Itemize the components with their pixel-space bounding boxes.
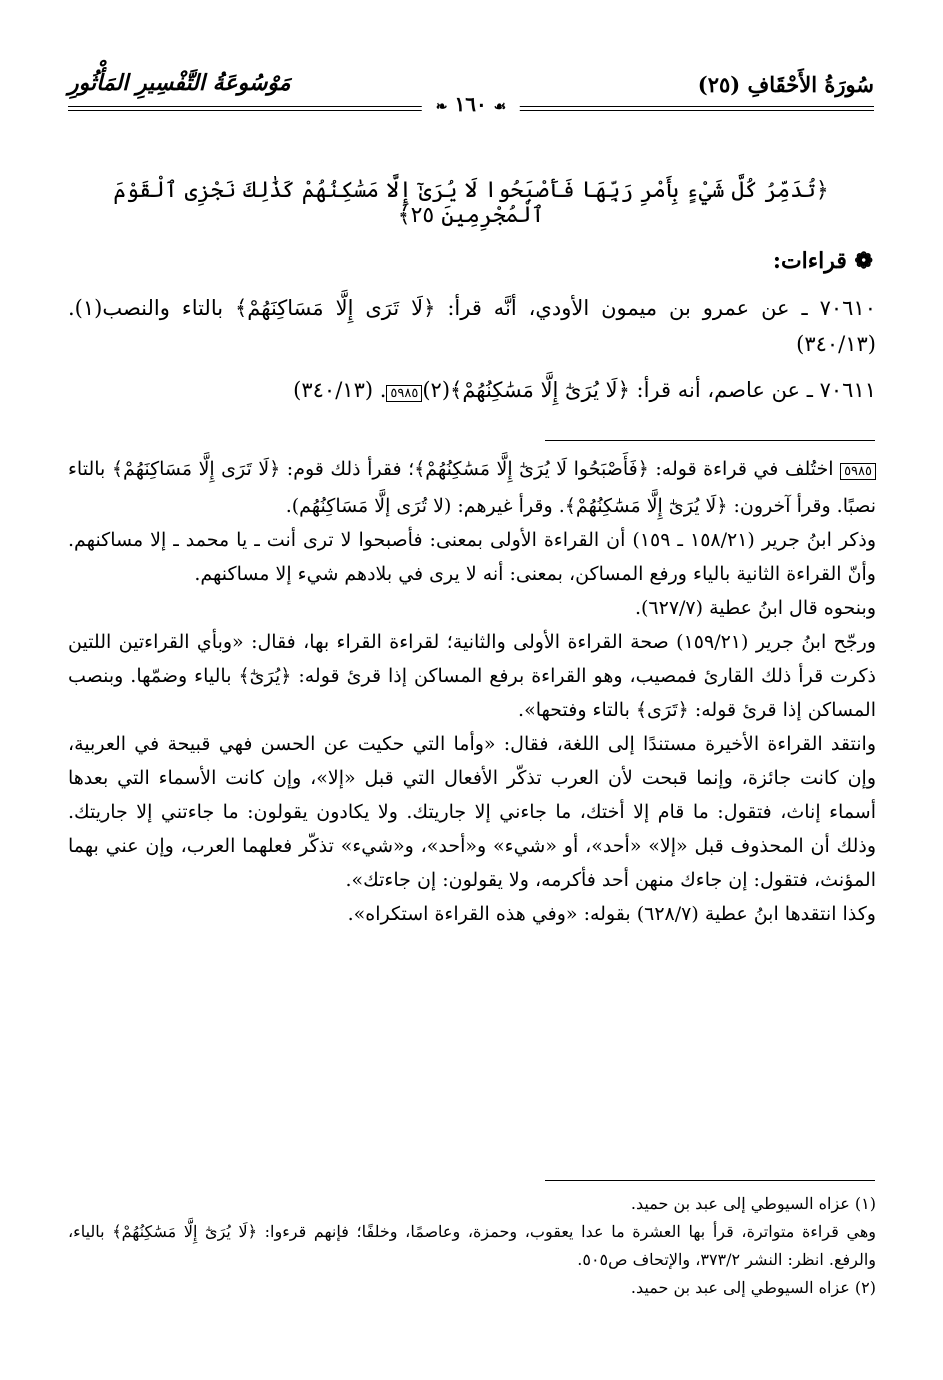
footnote-separator xyxy=(545,1180,875,1181)
editorial-note xyxy=(68,452,876,931)
note-paragraph: ٥٩٨٥ اختُلف في قراءة قوله: ﴿فَأَصْبَحُوا لَا يُرَىٰٓ إِلَّا مَسَٰكِنُهُمْ﴾؛ فقرأ ذلك قوم: ﴿لَا تَرَى إِلَّا مَسَاكِنَهُمْ﴾ بالتاء نصبًا. وقرأ آخرون: ﴿لَا يُرَىٰٓ إِلَّا مَسَٰكِنُهُمْ﴾. وقرأ غيرهم: (لا تُرَى إلَّا مَسَاكِنُهُم). xyxy=(68,458,876,517)
note-reference-box: ٥٩٨٥ xyxy=(386,385,422,402)
page-number: ١٦٠ xyxy=(454,92,487,116)
page-header xyxy=(68,66,874,126)
note-paragraph: ورجّح ابنُ جرير (١٥٩/٢١) صحة القراءة الأولى والثانية؛ لقراءة القراء بها، فقال: «وبأي القراءتين اللتين ذكرت قرأ ذلك القارئ فمصيب، وهو القراءة برفع المساكن إذا قرئ قوله: ﴿يُرَىٰٓ﴾ بالياء وضمّها. وبنصب المساكن إذا قرئ قوله: ﴿تَرَى﴾ بالتاء وفتحها». xyxy=(68,631,877,721)
entry-70611 xyxy=(68,372,876,412)
footnote-2: (٢) عزاه السيوطي إلى عبد بن حميد. xyxy=(630,1278,876,1297)
footnote-1: (١) عزاه السيوطي إلى عبد بن حميد. xyxy=(630,1194,876,1213)
note-number-box: ٥٩٨٥ xyxy=(840,463,876,480)
quran-verse: ﴿تُدَمِّرُ كُلَّ شَيْءٍ بِأَمْرِ رَبِّهَا فَأَصْبَحُوا لَا يُرَىٰٓ إِلَّا مَسَٰكِنُهُمْ كَذَٰلِكَ نَجْزِى ٱلْقَوْمَ ٱلْمُجْرِمِينَ ٢٥﴾ xyxy=(113,178,829,228)
entry-70610 xyxy=(68,290,876,362)
note-separator xyxy=(545,440,875,441)
note-paragraph: وبنحوه قال ابنُ عطية (٦٢٧/٧). xyxy=(634,597,876,619)
book-title: مَوْسُوعَةُ التَّفْسِيرِ المَأْثُورِ xyxy=(68,70,291,96)
ornament-icon: ☙ xyxy=(493,99,507,115)
footnote-1-continued: وهي قراءة متواترة، قرأ بها العشرة ما عدا يعقوب، وحمزة، وعاصمًا، وخلفًا؛ فإنهم قرءوا: ﴿لَا يُرَىٰٓ إِلَّا مَسَٰكِنُهُمْ﴾ بالياء، والرفع. انظر: النشر ٣٧٣/٢، والإتحاف ص٥٠٥. xyxy=(68,1222,876,1269)
page-number-box xyxy=(422,92,520,116)
note-paragraph: وانتقد القراءة الأخيرة مستندًا إلى اللغة، فقال: «وأما التي حكيت عن الحسن فهي قبيحة في العربية، وإن كانت جائزة، وإنما قبحت لأن العرب تذكّر الأفعال التي قبل «إلا»، وإن كانت الأسماء التي بعدها أسماء إناث، فتقول: ما قام إلا أختك، ما جاءني إلا جاريتك. ولا يكادون يقولون: ما جاءتني إلا جاريتك. وذلك أن المحذوف قبل «إلا» «أحد»، أو «شيء» و«أحد»، و«شيء» تذكّر فعلهما العرب، وإن عني بهما المؤنث، فتقول: إن جاءك منهن أحد فأكرمه، ولا يقولون: إن جاءتك». xyxy=(68,733,876,891)
surah-title: سُورَةُ الأَحْقَافِ (٢٥) xyxy=(697,72,874,97)
note-paragraph: وكذا انتقدها ابنُ عطية (٦٢٨/٧) بقوله: «وفي هذه القراءة استكراه». xyxy=(347,903,876,925)
section-title: ❁ قراءات: xyxy=(772,248,873,274)
footnotes xyxy=(68,1190,876,1302)
ornament-icon: ❧ xyxy=(435,99,448,115)
entry-text: ٧٠٦١٠ ـ عن عمرو بن ميمون الأودي، أنَّه قرأ: ﴿لَا تَرَى إِلَّا مَسَاكِنَهُمْ﴾ بالتاء والنصب(١). (٣٤٠/١٣) xyxy=(68,296,876,356)
entry-text: ٧٠٦١١ ـ عن عاصم، أنه قرأ: ﴿لَا يُرَىٰٓ إِلَّا مَسَٰكِنُهُمْ﴾(٢) xyxy=(422,378,876,402)
note-paragraph: وذكر ابنُ جرير (١٥٨/٢١ ـ ١٥٩) أن القراءة الأولى بمعنى: فأصبحوا لا ترى أنت ـ يا محمد ـ إلا مساكنهم. وأنّ القراءة الثانية بالياء ورفع المساكن، بمعنى: أنه لا يرى في بلادهم شيء إلا مساكنهم. xyxy=(68,529,876,585)
entry-ref: . (٣٤٠/١٣) xyxy=(293,378,387,402)
